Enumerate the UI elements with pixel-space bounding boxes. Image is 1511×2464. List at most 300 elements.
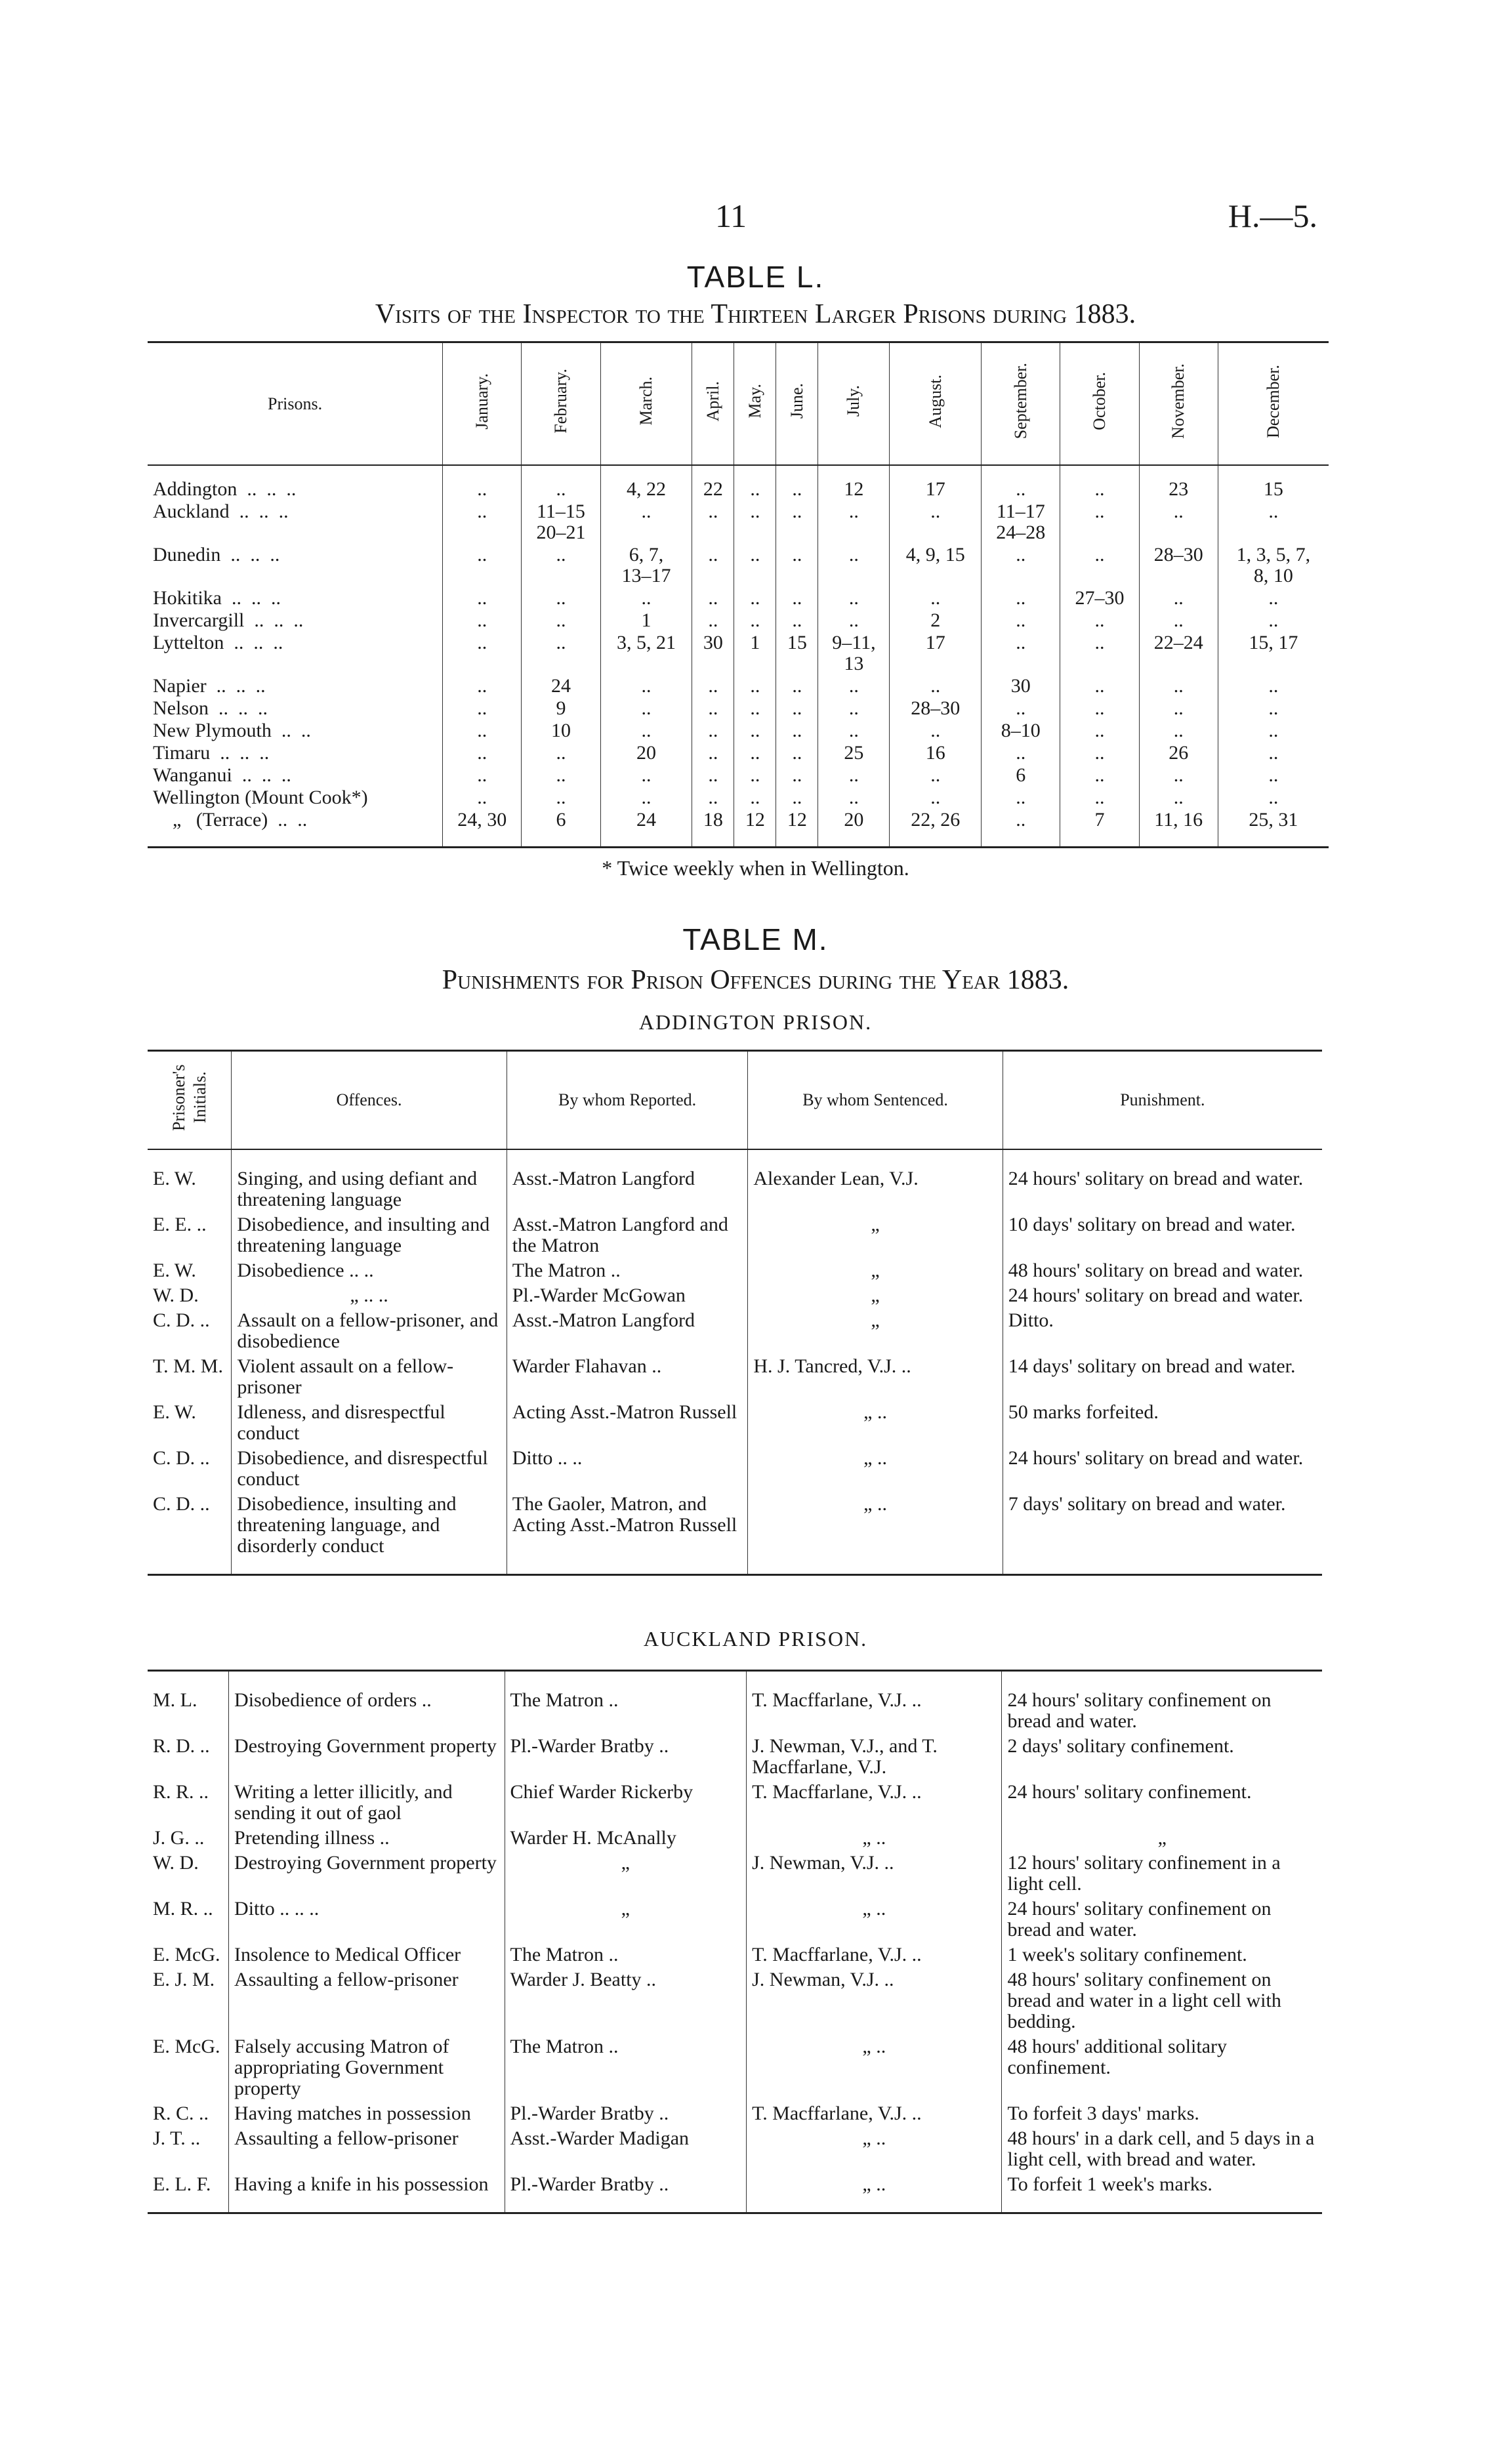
reported-by: The Matron .. [507, 1260, 748, 1285]
visit-cell: .. [1060, 465, 1139, 500]
page-number: 11 [715, 197, 747, 234]
visit-cell: .. [734, 719, 776, 741]
document-reference: H.—5. [1228, 197, 1317, 234]
table-l [148, 341, 1329, 848]
visit-cell: .. [818, 674, 890, 697]
visit-cell: 1 [734, 631, 776, 674]
column-header-label: Prisoner's Initials. [169, 1064, 209, 1131]
visit-cell: 7 [1060, 808, 1139, 848]
visit-cell: .. [1060, 719, 1139, 741]
offence: Having a knife in his possession [229, 2174, 505, 2213]
visit-cell: 11–17 24–28 [982, 500, 1060, 543]
offence: Having matches in possession [229, 2103, 505, 2128]
punishment: 48 hours' solitary on bread and water. [1003, 1260, 1322, 1285]
visit-cell: .. [776, 674, 818, 697]
prison-name: Lyttelton .. .. .. [153, 632, 283, 653]
visit-cell: .. [1218, 697, 1329, 719]
table-row [148, 1310, 1322, 1356]
visit-cell: .. [818, 500, 890, 543]
visit-cell: 17 [890, 465, 982, 500]
visit-cell: .. [982, 741, 1060, 764]
visit-cell: .. [982, 808, 1060, 848]
visit-cell: .. [776, 543, 818, 586]
visit-cell: 9–11, 13 [818, 631, 890, 674]
table-row [148, 1944, 1322, 1969]
visit-cell: 3, 5, 21 [600, 631, 692, 674]
column-header-label: September. [1010, 363, 1030, 440]
visit-cell: .. [1218, 786, 1329, 808]
prison-name: Addington .. .. .. [153, 478, 297, 500]
visit-cell: .. [443, 543, 522, 586]
prison-name: „ (Terrace) .. .. [153, 809, 308, 831]
table-row [148, 586, 1329, 609]
visit-cell: .. [1139, 609, 1218, 631]
visit-cell: .. [600, 674, 692, 697]
visit-cell: 1 [600, 609, 692, 631]
visit-cell: 25 [818, 741, 890, 764]
visit-cell: .. [818, 719, 890, 741]
visit-cell: 20 [600, 741, 692, 764]
column-header [1003, 1051, 1322, 1150]
visit-cell: .. [692, 586, 734, 609]
punishment: Ditto. [1003, 1310, 1322, 1356]
table-row [148, 741, 1329, 764]
punishment: 24 hours' solitary confinement. [1002, 1782, 1322, 1828]
visit-cell: 15 [776, 631, 818, 674]
sentenced-by: J. Newman, V.J. .. [747, 1969, 1002, 2036]
column-header-month [818, 342, 890, 466]
punishment: 48 hours' in a dark cell, and 5 days in a light cell, with bread and water. [1002, 2128, 1322, 2174]
punishment: 2 days' solitary confinement. [1002, 1736, 1322, 1782]
visit-cell: .. [522, 543, 600, 586]
reported-by: Warder J. Beatty .. [505, 1969, 747, 2036]
prisoner-initials: R. R. .. [153, 1781, 209, 1803]
visit-cell: .. [692, 786, 734, 808]
table-row [148, 631, 1329, 674]
table-row [148, 1402, 1322, 1448]
visit-cell: 12 [776, 808, 818, 848]
offence: Disobedience of orders .. [229, 1671, 505, 1736]
table-row [148, 1736, 1322, 1782]
visit-cell: 15 [1218, 465, 1329, 500]
sentenced-by: J. Newman, V.J., and T. Macffarlane, V.J. [747, 1736, 1002, 1782]
prisoner-initials: E. W. [153, 1168, 196, 1189]
visit-cell: .. [734, 786, 776, 808]
column-header-label: December. [1263, 364, 1283, 438]
column-header-month [776, 342, 818, 466]
sentenced-by: Alexander Lean, V.J. [748, 1149, 1003, 1214]
visit-cell: .. [776, 465, 818, 500]
table-row [148, 1285, 1322, 1310]
column-header-label: August. [925, 374, 945, 428]
prisoner-initials: J. G. .. [153, 1827, 205, 1849]
punishment: 10 days' solitary on bread and water. [1003, 1214, 1322, 1260]
offence: Assaulting a fellow-prisoner [229, 2128, 505, 2174]
table-l-title: Visits of the Inspector to the Thirteen Larger Prisons during 1883. [375, 299, 1136, 329]
prisoner-initials: R. D. .. [153, 1735, 210, 1757]
visit-cell: .. [1060, 697, 1139, 719]
visit-cell: .. [818, 786, 890, 808]
column-header-month [1218, 342, 1329, 466]
punishment: 24 hours' solitary confinement on bread and water. [1002, 1671, 1322, 1736]
visit-cell: 1, 3, 5, 7, 8, 10 [1218, 543, 1329, 586]
visit-cell: 26 [1139, 741, 1218, 764]
column-header-month [600, 342, 692, 466]
visit-cell: .. [776, 764, 818, 786]
offence: Assaulting a fellow-prisoner [229, 1969, 505, 2036]
visit-cell: 6 [522, 808, 600, 848]
visit-cell: .. [1218, 586, 1329, 609]
reported-by: Asst.-Matron Langford and the Matron [507, 1214, 748, 1260]
column-header [232, 1051, 507, 1150]
prison-name: Hokitika .. .. .. [153, 587, 281, 609]
column-header [748, 1051, 1003, 1150]
visit-cell: .. [890, 674, 982, 697]
reported-by: Asst.-Matron Langford [507, 1310, 748, 1356]
visit-cell: .. [734, 543, 776, 586]
visit-cell: .. [692, 764, 734, 786]
visit-cell: .. [522, 631, 600, 674]
column-header-label: June. [787, 383, 806, 419]
visit-cell: .. [890, 500, 982, 543]
visit-cell: .. [443, 586, 522, 609]
auckland-table [148, 1670, 1322, 2214]
table-row [148, 1782, 1322, 1828]
prisoner-initials: W. D. [153, 1852, 199, 1874]
column-header-label: By whom Reported. [558, 1090, 697, 1109]
offence: Disobedience, and insulting and threatening language [232, 1214, 507, 1260]
table-row [148, 1969, 1322, 2036]
visit-cell: .. [1139, 697, 1218, 719]
visit-cell: .. [982, 786, 1060, 808]
visit-cell: 27–30 [1060, 586, 1139, 609]
visit-cell: .. [443, 631, 522, 674]
reported-by: „ [505, 1853, 747, 1899]
visit-cell: 10 [522, 719, 600, 741]
prisoner-initials: E. McG. [153, 1944, 220, 1965]
reported-by: Pl.-Warder Bratby .. [505, 1736, 747, 1782]
visit-cell: .. [1060, 543, 1139, 586]
visit-cell: .. [692, 609, 734, 631]
prison-name: Timaru .. .. .. [153, 742, 270, 764]
reported-by: „ [505, 1899, 747, 1944]
visit-cell: .. [1218, 674, 1329, 697]
visit-cell: .. [734, 741, 776, 764]
visit-cell: .. [692, 697, 734, 719]
table-row [148, 500, 1329, 543]
sentenced-by: T. Macffarlane, V.J. .. [747, 1944, 1002, 1969]
column-header-month [890, 342, 982, 466]
table-row [148, 609, 1329, 631]
reported-by: The Matron .. [505, 1944, 747, 1969]
visit-cell: .. [890, 586, 982, 609]
visit-cell: .. [734, 586, 776, 609]
visit-cell: .. [1139, 719, 1218, 741]
visit-cell: 22, 26 [890, 808, 982, 848]
reported-by: Acting Asst.-Matron Russell [507, 1402, 748, 1448]
prison-name: Auckland .. .. .. [153, 501, 289, 522]
prison-name: New Plymouth .. .. [153, 720, 311, 741]
visit-cell: 16 [890, 741, 982, 764]
offence: „ .. .. [232, 1285, 507, 1310]
table-row [148, 697, 1329, 719]
reported-by: The Matron .. [505, 2036, 747, 2103]
punishment: 7 days' solitary on bread and water. [1003, 1494, 1322, 1575]
table-row [148, 1448, 1322, 1494]
prisoner-initials: T. M. M. [153, 1355, 223, 1377]
sentenced-by: T. Macffarlane, V.J. .. [747, 1671, 1002, 1736]
visit-cell: 24 [522, 674, 600, 697]
visit-cell: .. [776, 609, 818, 631]
offence: Pretending illness .. [229, 1828, 505, 1853]
punishment: 50 marks forfeited. [1003, 1402, 1322, 1448]
prison-name: Nelson .. .. .. [153, 697, 268, 719]
column-header-label: November. [1169, 363, 1188, 439]
prisoner-initials: C. D. .. [153, 1309, 210, 1331]
visit-cell: .. [982, 631, 1060, 674]
sentenced-by: „ [748, 1260, 1003, 1285]
visit-cell: .. [890, 786, 982, 808]
visit-cell: .. [443, 741, 522, 764]
prison-name: Dunedin .. .. .. [153, 544, 280, 565]
visit-cell: .. [776, 786, 818, 808]
table-row [148, 1853, 1322, 1899]
visit-cell: .. [443, 500, 522, 543]
visit-cell: 22–24 [1139, 631, 1218, 674]
offence: Disobedience, and disrespectful conduct [232, 1448, 507, 1494]
column-header-month [692, 342, 734, 466]
table-row [148, 674, 1329, 697]
column-header-label: Punishment. [1120, 1090, 1205, 1109]
prisoner-initials: M. R. .. [153, 1898, 213, 1920]
visit-cell: .. [1139, 586, 1218, 609]
addington-heading: ADDINGTON PRISON. [638, 1010, 873, 1034]
table-row [148, 1356, 1322, 1402]
visit-cell: .. [776, 586, 818, 609]
prison-name: Wanganui .. .. .. [153, 764, 291, 786]
column-header-label: February. [550, 369, 570, 434]
visit-cell: 2 [890, 609, 982, 631]
prisoner-initials: C. D. .. [153, 1447, 210, 1469]
visit-cell: .. [982, 543, 1060, 586]
visit-cell: .. [1218, 609, 1329, 631]
prisoner-initials: E. W. [153, 1260, 196, 1281]
reported-by: Asst.-Warder Madigan [505, 2128, 747, 2174]
sentenced-by: H. J. Tancred, V.J. .. [748, 1356, 1003, 1402]
visit-cell: .. [443, 465, 522, 500]
visit-cell: .. [522, 764, 600, 786]
prisoner-initials: C. D. .. [153, 1493, 210, 1515]
visit-cell: .. [522, 465, 600, 500]
visit-cell: .. [1139, 786, 1218, 808]
column-header-month [1060, 342, 1139, 466]
visit-cell: .. [734, 609, 776, 631]
offence: Idleness, and disrespectful conduct [232, 1402, 507, 1448]
visit-cell: 11, 16 [1139, 808, 1218, 848]
reported-by: Warder Flahavan .. [507, 1356, 748, 1402]
visit-cell: .. [1139, 500, 1218, 543]
prisoner-initials: E. E. .. [153, 1214, 207, 1235]
offence: Destroying Government property [229, 1853, 505, 1899]
reported-by: Warder H. McAnally [505, 1828, 747, 1853]
sentenced-by: „ [748, 1310, 1003, 1356]
table-row [148, 1494, 1322, 1575]
table-row [148, 764, 1329, 786]
visit-cell: 12 [818, 465, 890, 500]
visit-cell: 4, 22 [600, 465, 692, 500]
column-header-label: By whom Sentenced. [802, 1090, 948, 1109]
table-row [148, 2103, 1322, 2128]
visit-cell: .. [443, 764, 522, 786]
visit-cell: .. [1218, 741, 1329, 764]
visit-cell: .. [1060, 500, 1139, 543]
visit-cell: .. [1060, 741, 1139, 764]
prisoner-initials: J. T. .. [153, 2127, 201, 2149]
prisoner-initials: E. McG. [153, 2036, 220, 2057]
offence: Disobedience .. .. [232, 1260, 507, 1285]
visit-cell: .. [600, 697, 692, 719]
visit-cell: 22 [692, 465, 734, 500]
sentenced-by: „ .. [748, 1402, 1003, 1448]
column-header-label: March. [636, 377, 655, 426]
reported-by: Asst.-Matron Langford [507, 1149, 748, 1214]
visit-cell: .. [692, 741, 734, 764]
visit-cell: .. [818, 609, 890, 631]
visit-cell: 9 [522, 697, 600, 719]
visit-cell: .. [776, 500, 818, 543]
sentenced-by: „ .. [747, 2128, 1002, 2174]
table-l-footnote: * Twice weekly when in Wellington. [602, 856, 909, 880]
visit-cell: 28–30 [1139, 543, 1218, 586]
visit-cell: .. [982, 465, 1060, 500]
offence: Destroying Government property [229, 1736, 505, 1782]
reported-by: Pl.-Warder Bratby .. [505, 2174, 747, 2213]
visit-cell: 30 [982, 674, 1060, 697]
visit-cell: .. [818, 586, 890, 609]
visit-cell: .. [600, 719, 692, 741]
offence: Disobedience, insulting and threatening language, and disorderly conduct [232, 1494, 507, 1575]
table-row [148, 2128, 1322, 2174]
reported-by: The Gaoler, Matron, and Acting Asst.-Matron Russell [507, 1494, 748, 1575]
table-row [148, 2174, 1322, 2213]
visit-cell: .. [1139, 764, 1218, 786]
reported-by: Ditto .. .. [507, 1448, 748, 1494]
visit-cell: .. [1060, 786, 1139, 808]
visit-cell: .. [1060, 631, 1139, 674]
column-header-label: May. [745, 384, 764, 419]
visit-cell: .. [734, 465, 776, 500]
prisoner-initials: E. W. [153, 1401, 196, 1423]
reported-by: Pl.-Warder McGowan [507, 1285, 748, 1310]
reported-by: The Matron .. [505, 1671, 747, 1736]
offence: Writing a letter illicitly, and sending it out of gaol [229, 1782, 505, 1828]
punishment: 24 hours' solitary confinement on bread and water. [1002, 1899, 1322, 1944]
sentenced-by: „ .. [747, 2174, 1002, 2213]
visit-cell: .. [982, 697, 1060, 719]
prison-name: Napier .. .. .. [153, 675, 266, 697]
visit-cell: .. [818, 764, 890, 786]
visit-cell: .. [443, 674, 522, 697]
visit-cell: .. [734, 697, 776, 719]
visit-cell: .. [818, 543, 890, 586]
visit-cell: .. [522, 786, 600, 808]
visit-cell: 15, 17 [1218, 631, 1329, 674]
visit-cell: 30 [692, 631, 734, 674]
sentenced-by: „ .. [747, 2036, 1002, 2103]
offence: Insolence to Medical Officer [229, 1944, 505, 1969]
table-row [148, 465, 1329, 500]
visit-cell: .. [776, 719, 818, 741]
visit-cell: .. [600, 786, 692, 808]
visit-cell: .. [776, 697, 818, 719]
visit-cell: 6 [982, 764, 1060, 786]
prisoner-initials: R. C. .. [153, 2103, 209, 2124]
offence: Violent assault on a fellow-prisoner [232, 1356, 507, 1402]
sentenced-by: „ .. [747, 1899, 1002, 1944]
visit-cell: 4, 9, 15 [890, 543, 982, 586]
visit-cell: .. [522, 609, 600, 631]
visit-cell: .. [1139, 674, 1218, 697]
table-row [148, 1899, 1322, 1944]
prisoner-initials: M. L. [153, 1689, 197, 1711]
column-header-label: January. [472, 373, 491, 430]
table-row [148, 786, 1329, 808]
punishment: 14 days' solitary on bread and water. [1003, 1356, 1322, 1402]
visit-cell: .. [600, 586, 692, 609]
offence: Ditto .. .. .. [229, 1899, 505, 1944]
table-row [148, 808, 1329, 848]
visit-cell: .. [776, 741, 818, 764]
sentenced-by: „ .. [747, 1828, 1002, 1853]
sentenced-by: „ [748, 1214, 1003, 1260]
visit-cell: .. [443, 697, 522, 719]
punishment: 24 hours' solitary on bread and water. [1003, 1448, 1322, 1494]
visit-cell: .. [982, 609, 1060, 631]
table-l-label: TABLE L. [686, 260, 825, 294]
visit-cell: 24, 30 [443, 808, 522, 848]
punishment: 24 hours' solitary on bread and water. [1003, 1149, 1322, 1214]
visit-cell: .. [443, 609, 522, 631]
visit-cell: 23 [1139, 465, 1218, 500]
table-m-title: Punishments for Prison Offences during the Year 1883. [442, 965, 1069, 995]
visit-cell: .. [890, 719, 982, 741]
visit-cell: .. [692, 543, 734, 586]
sentenced-by: „ .. [748, 1494, 1003, 1575]
punishment: To forfeit 3 days' marks. [1002, 2103, 1322, 2128]
table-row [148, 1671, 1322, 1736]
offence: Assault on a fellow-prisoner, and disobedience [232, 1310, 507, 1356]
visit-cell: .. [1060, 674, 1139, 697]
visit-cell: 8–10 [982, 719, 1060, 741]
punishment: 12 hours' solitary confinement in a light cell. [1002, 1853, 1322, 1899]
visit-cell: 25, 31 [1218, 808, 1329, 848]
punishment: To forfeit 1 week's marks. [1002, 2174, 1322, 2213]
sentenced-by: T. Macffarlane, V.J. .. [747, 2103, 1002, 2128]
visit-cell: .. [734, 500, 776, 543]
table-row [148, 543, 1329, 586]
punishment: 24 hours' solitary on bread and water. [1003, 1285, 1322, 1310]
column-header-prisons: Prisons. [148, 342, 443, 466]
column-header-label: April. [703, 380, 722, 422]
prisoner-initials: W. D. [153, 1284, 199, 1306]
visit-cell: .. [1060, 764, 1139, 786]
visit-cell: .. [522, 741, 600, 764]
column-header [148, 1051, 232, 1150]
visit-cell: .. [692, 719, 734, 741]
prison-name: Invercargill .. .. .. [153, 609, 304, 631]
sentenced-by: T. Macffarlane, V.J. .. [747, 1782, 1002, 1828]
punishment: 48 hours' solitary confinement on bread and water in a light cell with bedding. [1002, 1969, 1322, 2036]
